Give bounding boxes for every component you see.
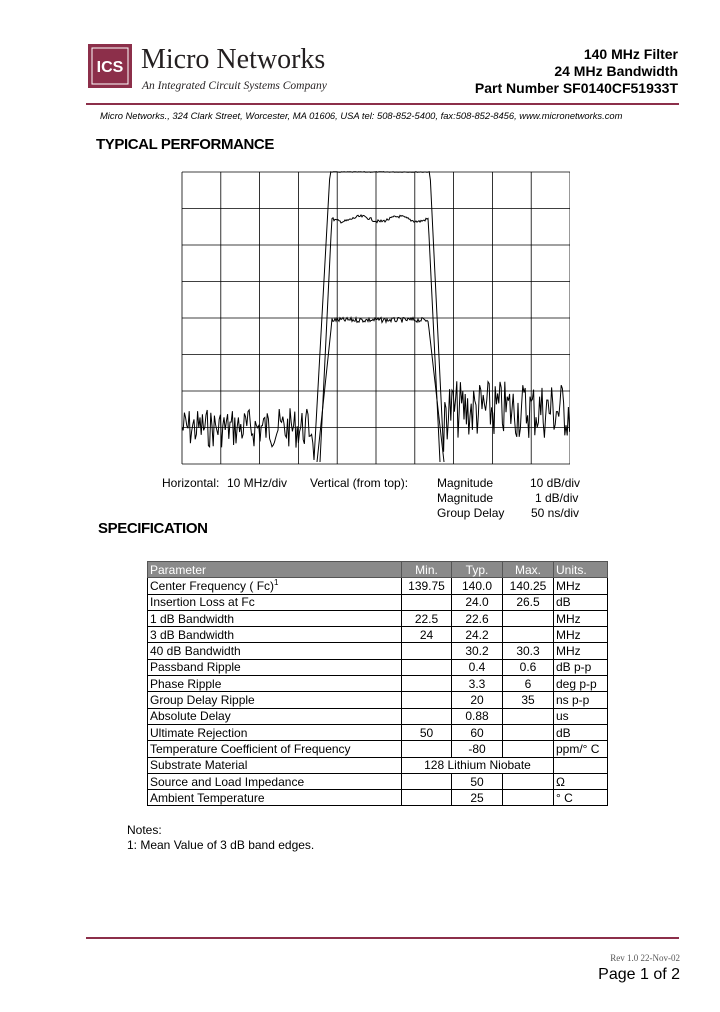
max-cell: 30.3 (503, 643, 554, 659)
parameter-cell: Ultimate Rejection (148, 724, 402, 740)
horizontal-label: Horizontal: (162, 476, 220, 490)
units-cell: dB p-p (554, 659, 608, 675)
footnote-marker: 1 (274, 577, 279, 587)
specification-heading: SPECIFICATION (98, 520, 208, 537)
parameter-cell: 3 dB Bandwidth (148, 627, 402, 643)
magnitude-1db-trace (320, 215, 440, 462)
typ-cell: 140.0 (452, 578, 503, 594)
logo-text: ICS (96, 59, 124, 76)
max-cell (503, 773, 554, 789)
parameter-cell: Temperature Coefficient of Frequency (148, 741, 402, 757)
min-cell (402, 692, 452, 708)
column-header: Min. (402, 562, 452, 578)
min-cell: 22.5 (402, 610, 452, 626)
units-cell: dB (554, 724, 608, 740)
response-plot-svg (180, 170, 570, 466)
max-cell: 26.5 (503, 594, 554, 610)
table-row (148, 773, 608, 789)
units-cell: us (554, 708, 608, 724)
plot-grid (182, 172, 570, 464)
max-cell (503, 790, 554, 806)
parameter-cell: Insertion Loss at Fc (148, 594, 402, 610)
table-row (148, 790, 608, 806)
product-title: 140 MHz Filter (583, 46, 678, 62)
min-cell: 24 (402, 627, 452, 643)
table-row (148, 627, 608, 643)
page-number: Page 1 of 2 (598, 966, 680, 983)
company-address: Micro Networks., 324 Clark Street, Worcester, MA 01606, USA tel: 508-852-5400, fax:508-852-8456, www.micronetworks.com (100, 110, 623, 121)
table-row (148, 724, 608, 740)
min-cell (402, 708, 452, 724)
min-cell: 139.75 (402, 578, 452, 594)
typ-cell: 25 (452, 790, 503, 806)
typ-cell: 22.6 (452, 610, 503, 626)
table-row (148, 578, 608, 594)
table-header-row (148, 562, 608, 578)
max-cell (503, 627, 554, 643)
max-cell: 0.6 (503, 659, 554, 675)
max-cell: 35 (503, 692, 554, 708)
group-delay-trace (317, 318, 444, 463)
min-cell: 50 (402, 724, 452, 740)
substrate-cell: 128 Lithium Niobate (402, 757, 554, 773)
column-header: Typ. (452, 562, 503, 578)
parameter-cell: Passband Ripple (148, 659, 402, 675)
min-cell (402, 676, 452, 692)
typ-cell: 24.2 (452, 627, 503, 643)
parameter-cell: 1 dB Bandwidth (148, 610, 402, 626)
notes-title: Notes: (127, 823, 162, 837)
notes (127, 823, 314, 853)
vertical-row-value: 1 dB/div (535, 491, 579, 505)
min-cell (402, 659, 452, 675)
table-row (148, 708, 608, 724)
horizontal-value: 10 MHz/div (227, 476, 288, 490)
min-cell (402, 790, 452, 806)
typ-cell: 20 (452, 692, 503, 708)
parameter-cell: Center Frequency ( Fc)$^1$ (148, 578, 402, 594)
footer-divider (86, 937, 679, 939)
table-row (148, 692, 608, 708)
parameter-cell: 40 dB Bandwidth (148, 643, 402, 659)
table-row (148, 594, 608, 610)
typ-cell: 50 (452, 773, 503, 789)
max-cell (503, 610, 554, 626)
units-cell: MHz (554, 578, 608, 594)
max-cell (503, 708, 554, 724)
specification-table (147, 561, 608, 806)
vertical-row-value: 10 dB/div (530, 476, 581, 490)
column-header: Max. (503, 562, 554, 578)
response-plot (180, 170, 570, 471)
units-cell: ° C (554, 790, 608, 806)
parameter-cell: Group Delay Ripple (148, 692, 402, 708)
table-row (148, 757, 608, 773)
performance-heading: TYPICAL PERFORMANCE (96, 136, 274, 153)
table-row (148, 610, 608, 626)
note-item: 1: Mean Value of 3 dB band edges. (127, 838, 315, 852)
table-row (148, 741, 608, 757)
revision-label: Rev 1.0 22-Nov-02 (610, 953, 680, 963)
units-cell: ns p-p (554, 692, 608, 708)
max-cell (503, 724, 554, 740)
company-name: Micro Networks (141, 44, 326, 75)
units-cell: MHz (554, 643, 608, 659)
product-bandwidth: 24 MHz Bandwidth (554, 63, 678, 79)
typ-cell: 30.2 (452, 643, 503, 659)
company-tagline: An Integrated Circuit Systems Company (142, 80, 327, 92)
column-header: Parameter (148, 562, 402, 578)
units-cell: Ω (554, 773, 608, 789)
parameter-cell: Ambient Temperature (148, 790, 402, 806)
typ-cell: -80 (452, 741, 503, 757)
header-divider (86, 103, 679, 105)
min-cell (402, 741, 452, 757)
typ-cell: 0.4 (452, 659, 503, 675)
vertical-row-name: Group Delay (437, 506, 505, 520)
max-cell (503, 741, 554, 757)
typ-cell: 0.88 (452, 708, 503, 724)
typ-cell: 60 (452, 724, 503, 740)
units-cell: dB (554, 594, 608, 610)
units-cell: ppm/° C (554, 741, 608, 757)
max-cell: 6 (503, 676, 554, 692)
units-cell: MHz (554, 627, 608, 643)
units-cell: deg p-p (554, 676, 608, 692)
units-cell: MHz (554, 610, 608, 626)
parameter-cell: Substrate Material (148, 757, 402, 773)
vertical-row-name: Magnitude (437, 476, 494, 490)
typ-cell: 24.0 (452, 594, 503, 610)
min-cell (402, 773, 452, 789)
table-row (148, 643, 608, 659)
typ-cell: 3.3 (452, 676, 503, 692)
column-header: Units. (554, 562, 608, 578)
min-cell (402, 643, 452, 659)
vertical-label: Vertical (from top): (310, 476, 409, 490)
min-cell (402, 594, 452, 610)
ics-logo (88, 44, 132, 88)
max-cell: 140.25 (503, 578, 554, 594)
part-number: Part Number SF0140CF51933T (474, 80, 678, 96)
parameter-cell: Absolute Delay (148, 708, 402, 724)
table-row (148, 659, 608, 675)
parameter-cell: Source and Load Impedance (148, 773, 402, 789)
parameter-cell: Phase Ripple (148, 676, 402, 692)
units-cell (554, 757, 608, 773)
table-row (148, 676, 608, 692)
vertical-row-name: Magnitude (437, 491, 494, 505)
vertical-row-value: 50 ns/div (531, 506, 580, 520)
